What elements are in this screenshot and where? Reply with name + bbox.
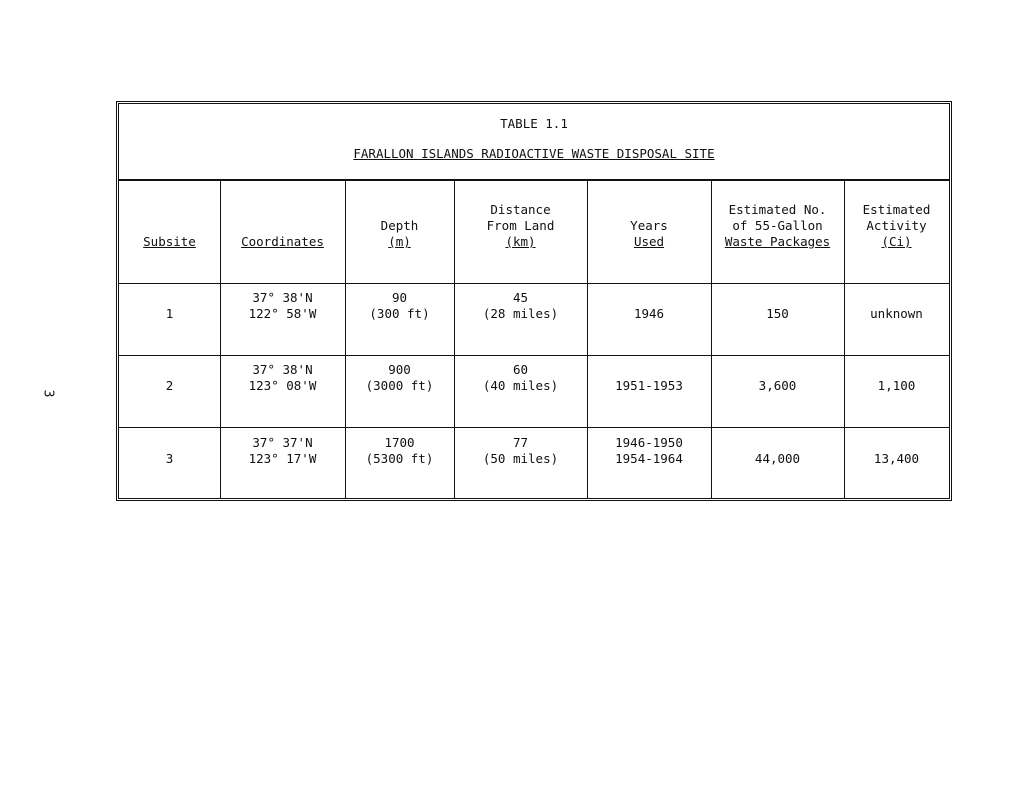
cell-activity: unknown (870, 306, 923, 321)
header-subsite: Subsite (143, 234, 196, 249)
page-number: 3 (40, 389, 56, 398)
cell-packages: 3,600 (758, 378, 797, 393)
waste-site-table (116, 101, 952, 501)
cell-subsite: 2 (165, 378, 174, 393)
table-label: TABLE 1.1 (500, 116, 568, 131)
cell-years: 1946-1950 1954-1964 (615, 435, 683, 466)
cell-packages: 44,000 (754, 451, 801, 466)
cell-subsite: 1 (165, 306, 174, 321)
table-title: FARALLON ISLANDS RADIOACTIVE WASTE DISPOSAL SITE (353, 146, 715, 161)
table-title-block (119, 104, 949, 181)
cell-subsite: 3 (165, 451, 174, 466)
cell-depth: 90 (300 ft) (369, 290, 430, 321)
header-activity: Estimated Activity (Ci) (862, 202, 931, 249)
row-divider (119, 283, 949, 284)
header-packages: Estimated No. of 55-Gallon Waste Packages (724, 202, 831, 249)
header-distance: Distance From Land (km) (486, 202, 555, 249)
cell-distance: 60 (40 miles) (482, 362, 559, 393)
row-divider (119, 355, 949, 356)
cell-distance: 77 (50 miles) (482, 435, 559, 466)
cell-packages: 150 (766, 306, 789, 321)
header-coordinates: Coordinates (241, 234, 324, 249)
cell-coordinates: 37° 38'N 123° 08'W (248, 362, 317, 393)
cell-depth: 900 (3000 ft) (365, 362, 434, 393)
cell-coordinates: 37° 37'N 123° 17'W (248, 435, 317, 466)
header-years: Years Used (630, 218, 668, 249)
cell-activity: 13,400 (873, 451, 920, 466)
cell-years: 1946 (633, 306, 665, 321)
cell-years: 1951-1953 (615, 378, 683, 393)
cell-coordinates: 37° 38'N 122° 58'W (248, 290, 317, 321)
cell-activity: 1,100 (877, 378, 916, 393)
cell-distance: 45 (28 miles) (482, 290, 559, 321)
header-depth: Depth (m) (380, 218, 419, 249)
row-divider (119, 427, 949, 428)
cell-depth: 1700 (5300 ft) (365, 435, 434, 466)
